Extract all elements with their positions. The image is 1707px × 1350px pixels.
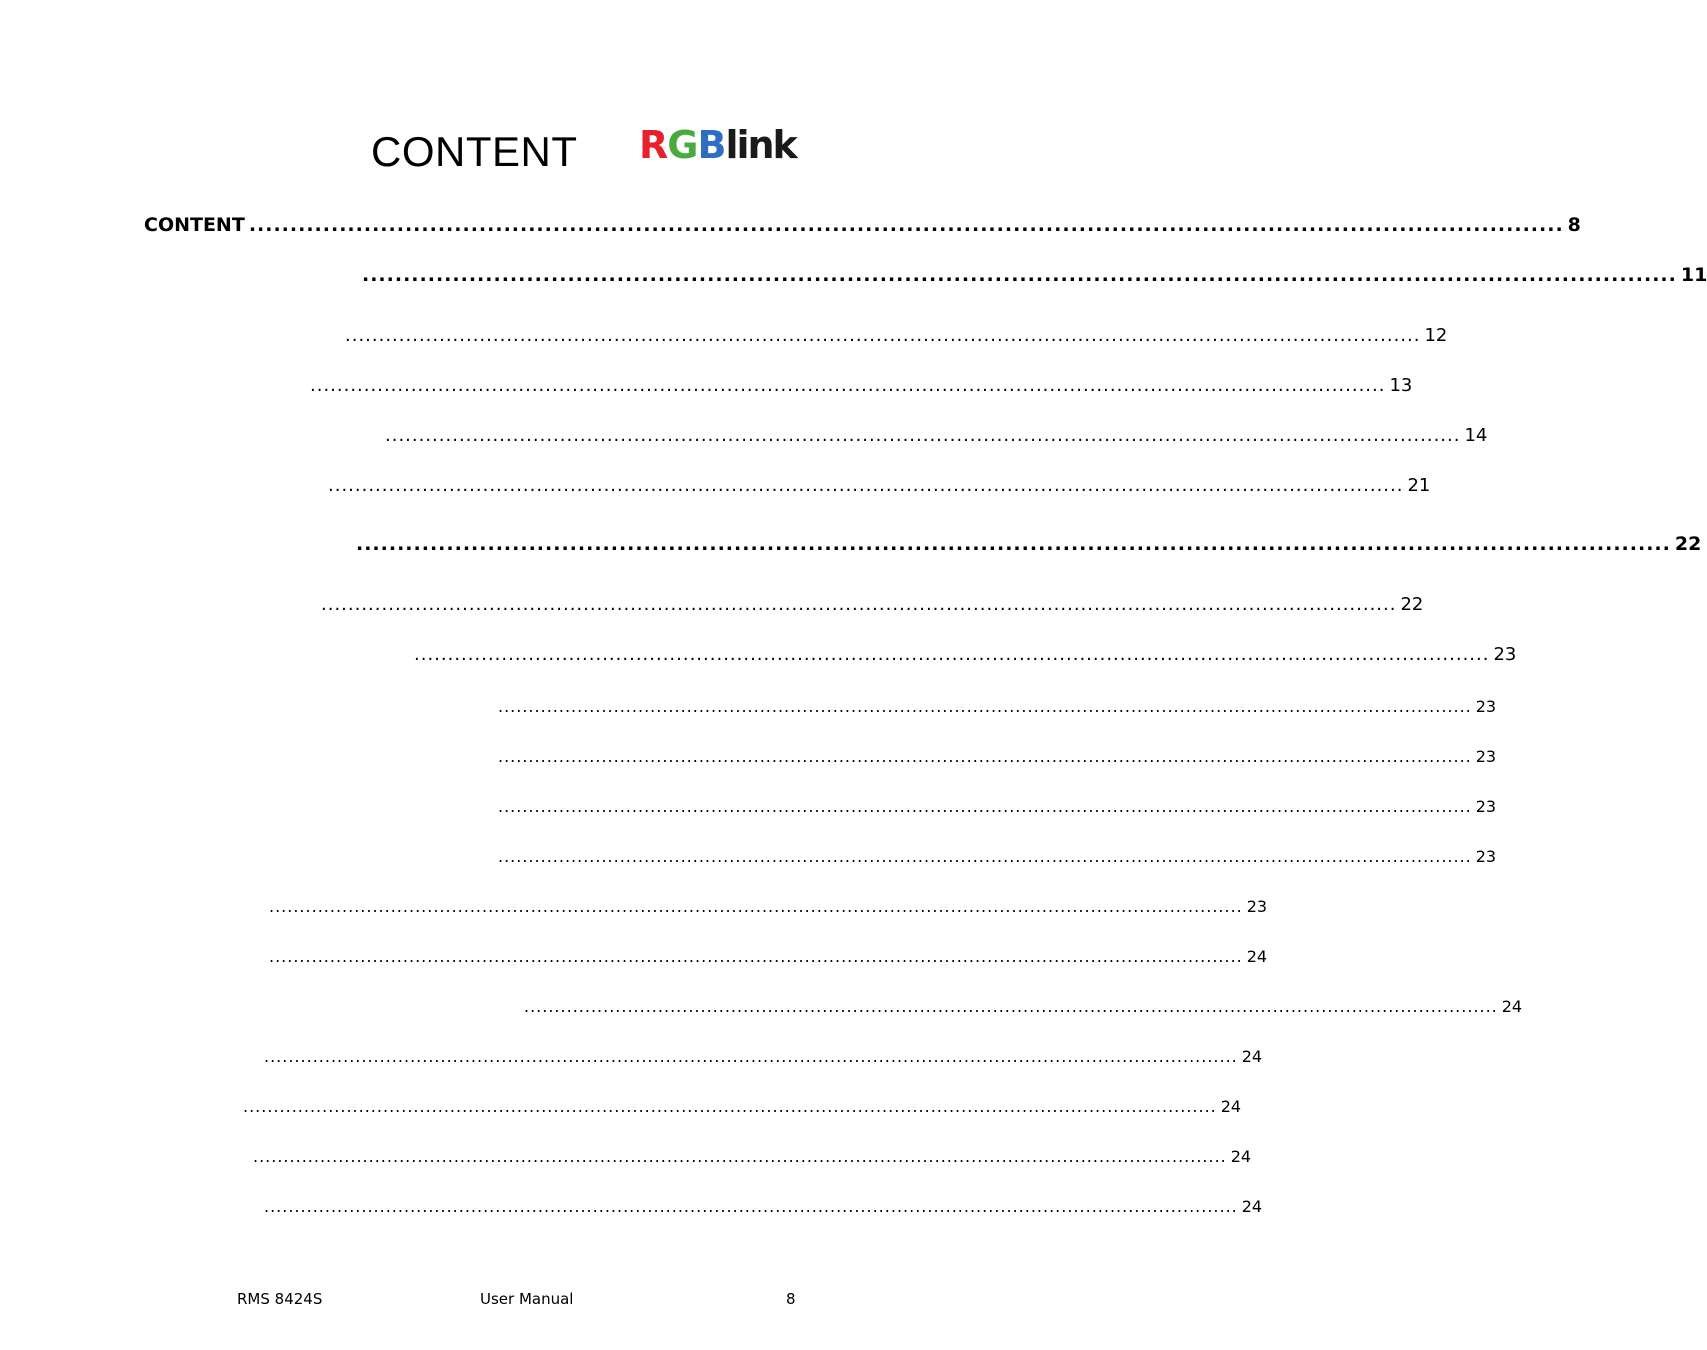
- toc-entry[interactable]: [260, 1042, 1263, 1066]
- toc-leader-dots: ................................................................................................................................................................: [414, 644, 1490, 665]
- toc-leader-dots: ................................................................................................................................................................: [321, 594, 1397, 615]
- toc-entry-page: 8: [1567, 214, 1581, 236]
- toc-leader-dots: ................................................................................................................................................................: [498, 697, 1472, 716]
- toc-leader-dots: ................................................................................................................................................................: [253, 1147, 1227, 1166]
- toc-entry[interactable]: [306, 372, 1413, 396]
- toc-leader-dots: ................................................................................................................................................................: [310, 375, 1386, 396]
- toc-entry-page: 11: [1680, 264, 1707, 286]
- toc-entry-page: 24: [1241, 1197, 1263, 1216]
- toc-entry-label: CONTENT: [144, 214, 245, 236]
- toc-entry-page: 23: [1475, 747, 1497, 766]
- toc-entry-page: 24: [1241, 1047, 1263, 1066]
- toc-leader-dots: ................................................................................................................................................................: [362, 264, 1677, 286]
- toc-entry[interactable]: [494, 742, 1497, 766]
- toc-entry[interactable]: [265, 892, 1268, 916]
- toc-entry[interactable]: [494, 842, 1497, 866]
- toc-entry[interactable]: [144, 212, 1581, 236]
- toc-entry[interactable]: [265, 942, 1268, 966]
- toc-entry-page: 23: [1493, 644, 1517, 665]
- toc-entry[interactable]: [410, 641, 1517, 665]
- toc-entry[interactable]: [352, 531, 1702, 555]
- toc-leader-dots: ................................................................................................................................................................: [356, 533, 1671, 555]
- toc-entry[interactable]: [494, 792, 1497, 816]
- toc-entry-page: 23: [1475, 697, 1497, 716]
- toc-leader-dots: ................................................................................................................................................................: [385, 425, 1461, 446]
- toc-leader-dots: ................................................................................................................................................................: [264, 1197, 1238, 1216]
- toc-entry-page: 22: [1400, 594, 1424, 615]
- toc-entry[interactable]: [324, 472, 1431, 496]
- toc-entry-page: 23: [1246, 897, 1268, 916]
- toc-leader-dots: ................................................................................................................................................................: [264, 1047, 1238, 1066]
- toc-entry[interactable]: [341, 322, 1448, 346]
- toc-leader-dots: ................................................................................................................................................................: [269, 947, 1243, 966]
- toc-entry-page: 22: [1674, 533, 1702, 555]
- toc-entry-page: 23: [1475, 847, 1497, 866]
- toc-leader-dots: ................................................................................................................................................................: [498, 797, 1472, 816]
- toc-entry[interactable]: [381, 422, 1488, 446]
- toc-entry[interactable]: [520, 992, 1523, 1016]
- toc-entry[interactable]: [249, 1142, 1252, 1166]
- toc-leader-dots: ................................................................................................................................................................: [243, 1097, 1217, 1116]
- footer-doc-type: User Manual: [480, 1290, 574, 1308]
- toc-entry-page: 21: [1407, 475, 1431, 496]
- toc-leader-dots: ................................................................................................................................................................: [345, 325, 1421, 346]
- footer-page-number: 8: [786, 1290, 796, 1308]
- toc-entry-page: 14: [1464, 425, 1488, 446]
- page-title: CONTENT: [371, 128, 578, 175]
- toc-entry-page: 12: [1424, 325, 1448, 346]
- toc-leader-dots: ................................................................................................................................................................: [498, 847, 1472, 866]
- toc-entry[interactable]: [317, 591, 1424, 615]
- toc-leader-dots: ................................................................................................................................................................: [248, 214, 1564, 236]
- toc-entry[interactable]: [494, 692, 1497, 716]
- rgblink-logo: [639, 120, 796, 167]
- toc-entry-page: 24: [1246, 947, 1268, 966]
- toc-leader-dots: ................................................................................................................................................................: [498, 747, 1472, 766]
- toc-leader-dots: ................................................................................................................................................................: [269, 897, 1243, 916]
- toc-entry[interactable]: [260, 1192, 1263, 1216]
- toc-entry-page: 24: [1501, 997, 1523, 1016]
- toc-leader-dots: ................................................................................................................................................................: [328, 475, 1404, 496]
- toc-entry-page: 13: [1389, 375, 1413, 396]
- toc-entry-page: 23: [1475, 797, 1497, 816]
- logo-letter-r: R: [639, 123, 668, 167]
- toc-entry[interactable]: [239, 1092, 1242, 1116]
- logo-text-link: link: [725, 123, 796, 167]
- logo-letter-g: G: [667, 123, 698, 167]
- toc-entry[interactable]: [358, 262, 1707, 286]
- footer-product: RMS 8424S: [237, 1290, 323, 1308]
- toc-entry-page: 24: [1220, 1097, 1242, 1116]
- toc-leader-dots: ................................................................................................................................................................: [524, 997, 1498, 1016]
- toc-entry-page: 24: [1230, 1147, 1252, 1166]
- logo-letter-b: B: [697, 123, 726, 167]
